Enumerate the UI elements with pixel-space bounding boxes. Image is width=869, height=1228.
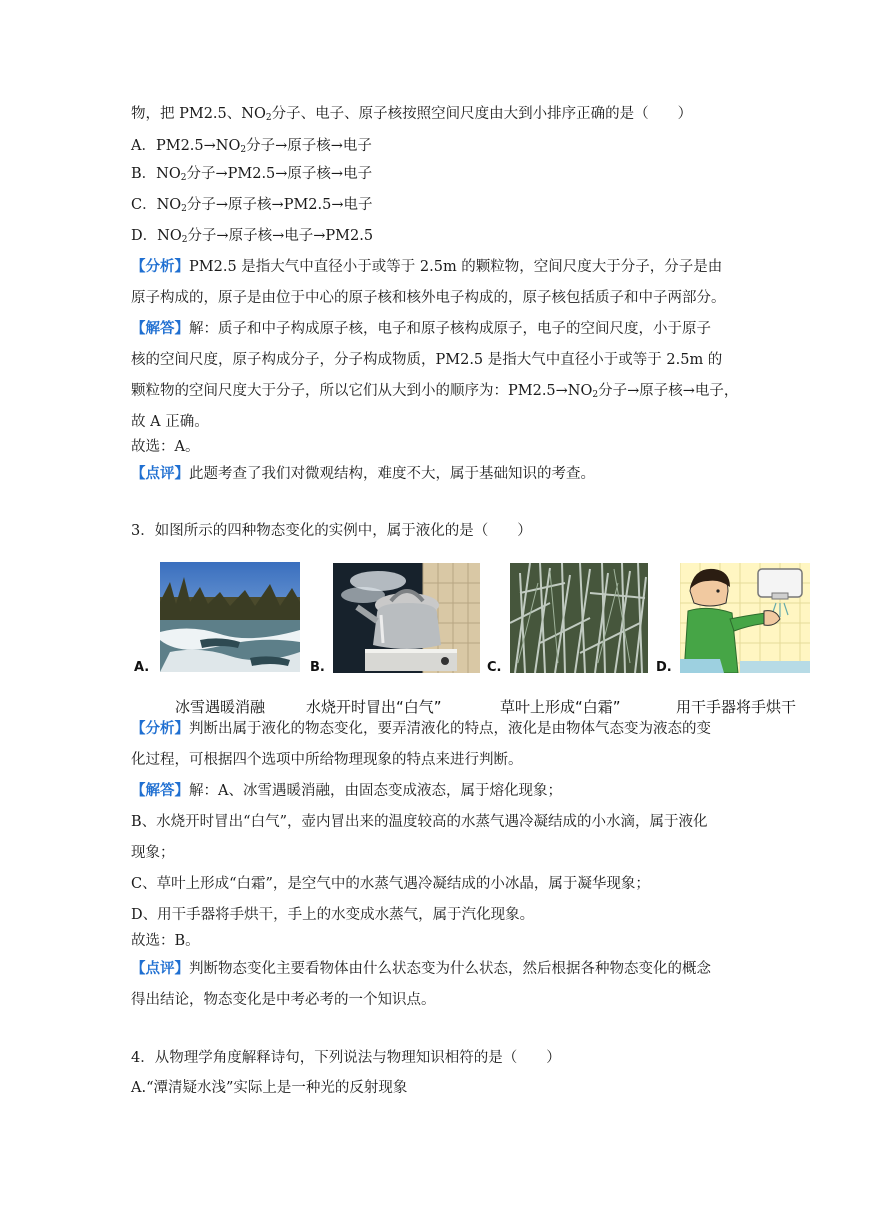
analysis-tag: 【分析】	[131, 720, 189, 737]
answer-tag: 【解答】	[131, 782, 189, 799]
q4-option-a: A.“潭清疑水浅”实际上是一种光的反射现象	[131, 1080, 408, 1096]
comment-tag: 【点评】	[131, 465, 189, 482]
q2-comment: 【点评】此题考查了我们对微观结构，难度不大，属于基础知识的考查。	[131, 465, 595, 482]
q3-stem: 3．如图所示的四种物态变化的实例中，属于液化的是（ ）	[131, 523, 532, 539]
q2-option-d: D．$NO_2$分子→原子核→电子→PM2.5	[131, 228, 374, 245]
caption-d: 用干手器将手烘干	[676, 698, 797, 716]
q2-answer-line-3: 颗粒物的空间尺度大于分子，所以它们从大到小的顺序为：$PM2.5\to NO_2$分子→原子核→电子，	[131, 383, 739, 400]
image-letter-d: D.	[656, 660, 672, 675]
caption-c: 草叶上形成“白霜”	[500, 698, 621, 716]
q3-comment-line-2: 得出结论，物态变化是中考必考的一个知识点。	[131, 992, 436, 1008]
q2-analysis-line-2: 原子构成的，原子是由位于中心的原子核和核外电子构成的，原子核包括质子和中子两部分。	[131, 290, 726, 306]
answer-tag: 【解答】	[131, 320, 189, 337]
image-snow-melting	[160, 562, 300, 672]
q3-analysis-line-2: 化过程，可根据四个选项中所给物理现象的特点来进行判断。	[131, 752, 523, 768]
caption-b: 水烧开时冒出“白气”	[306, 698, 442, 716]
q2-option-b: B．$NO_2$分子→PM2.5→原子核→电子	[131, 166, 373, 183]
q2-answer-line-2: 核的空间尺度，原子构成分子，分子构成物质，PM2.5 是指大气中直径小于或等于 2.5m 的	[131, 352, 723, 368]
q3-answer-line-4: C、草叶上形成“白霜”，是空气中的水蒸气遇冷凝结成的小冰晶，属于凝华现象；	[131, 876, 650, 892]
q2-choose: 故选：A。	[131, 439, 200, 455]
image-letter-b: B.	[310, 660, 325, 675]
image-letter-a: A.	[134, 660, 150, 675]
caption-a: 冰雪遇暖消融	[175, 698, 266, 716]
q3-answer-line-1: 【解答】解：A、冰雪遇暖消融，由固态变成液态，属于熔化现象；	[131, 782, 562, 799]
image-letter-c: C.	[487, 660, 502, 675]
q3-comment-line-1: 【点评】判断物态变化主要看物体由什么状态变为什么状态，然后根据各种物态变化的概念	[131, 960, 711, 977]
q4-stem: 4．从物理学角度解释诗句，下列说法与物理知识相符的是（ ）	[131, 1050, 561, 1066]
q3-choose: 故选：B。	[131, 933, 200, 949]
analysis-tag: 【分析】	[131, 258, 189, 275]
q2-option-c: C．$NO_2$分子→原子核→PM2.5→电子	[131, 197, 373, 214]
q3-answer-line-5: D、用干手器将手烘干，手上的水变成水蒸气，属于汽化现象。	[131, 907, 535, 923]
image-kettle-steam	[333, 563, 480, 673]
q3-analysis-line-1: 【分析】判断出属于液化的物态变化，要弄清液化的特点，液化是由物体气态变为液态的变	[131, 720, 711, 737]
q2-analysis-line-1: 【分析】PM2.5 是指大气中直径小于或等于 2.5m 的颗粒物，空间尺度大于分子，分子是由	[131, 258, 723, 275]
q3-answer-line-2: B、水烧开时冒出“白气”，壶内冒出来的温度较高的水蒸气遇冷凝结成的小水滴，属于液化	[131, 814, 708, 830]
q2-answer-line-1: 【解答】解：质子和中子构成原子核，电子和原子核构成原子，电子的空间尺度，小于原子	[131, 320, 711, 337]
comment-tag: 【点评】	[131, 960, 189, 977]
q2-option-a: A．$PM2.5\to NO_2$分子→原子核→电子	[131, 138, 372, 155]
image-hand-dryer	[680, 563, 810, 673]
image-frost-grass	[510, 563, 648, 673]
q2-stem: 物，把 PM2.5、$NO_2$分子、电子、原子核按照空间尺度由大到小排序正确的是（ ）	[131, 106, 693, 123]
q3-answer-line-3: 现象；	[131, 845, 175, 861]
q2-answer-line-4: 故 A 正确。	[131, 414, 209, 430]
